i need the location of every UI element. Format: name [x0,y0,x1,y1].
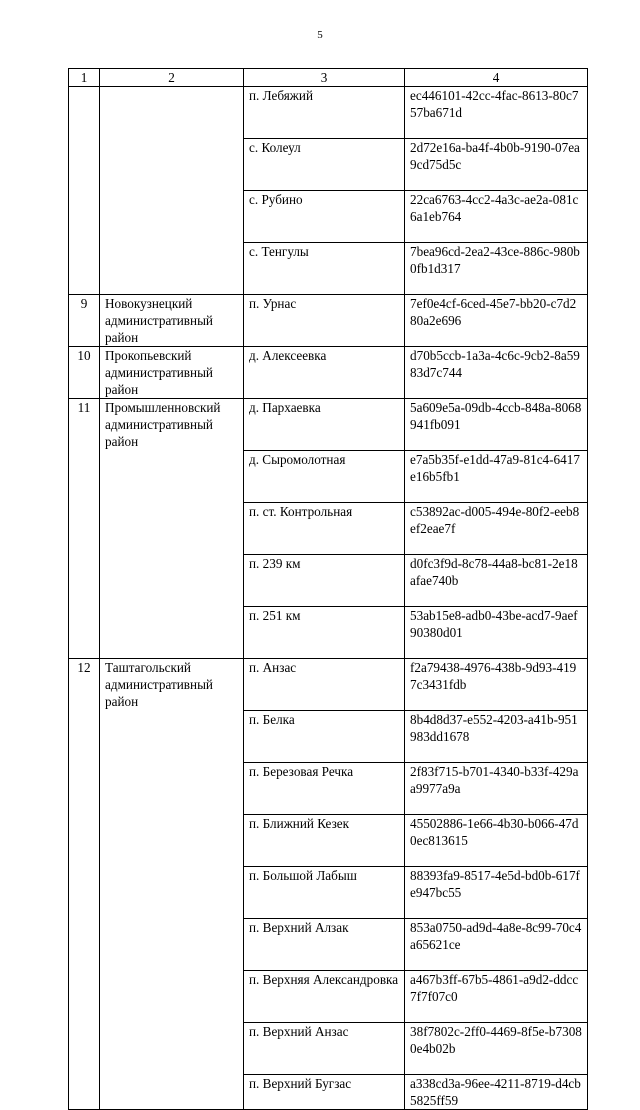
settlement-guid: 88393fa9-8517-4e5d-bd0b-617fe947bc55 [405,867,588,919]
district-number: 12 [69,659,100,1110]
settlement-guid: 2d72e16a-ba4f-4b0b-9190-07ea9cd75d5c [405,139,588,191]
column-header-3: 3 [244,69,405,87]
settlement-name: с. Тенгулы [244,243,405,295]
settlement-guid: 7ef0e4cf-6ced-45e7-bb20-c7d280a2e696 [405,295,588,347]
settlement-guid: d0fc3f9d-8c78-44a8-bc81-2e18afae740b [405,555,588,607]
settlement-name: п. Верхняя Александровка [244,971,405,1023]
table-row [69,399,588,451]
settlement-guid: ec446101-42cc-4fac-8613-80c757ba671d [405,87,588,139]
district-name [100,87,244,295]
page-number: 5 [317,29,323,41]
settlement-guid: a338cd3a-96ee-4211-8719-d4cb5825ff59 [405,1075,588,1110]
settlement-name: п. Ближний Кезек [244,815,405,867]
settlements-table [68,68,588,1110]
settlement-name: п. Верхний Бугзас [244,1075,405,1110]
settlement-name: п. Лебяжий [244,87,405,139]
settlement-guid: 45502886-1e66-4b30-b066-47d0ec813615 [405,815,588,867]
settlement-guid: c53892ac-d005-494e-80f2-eeb8ef2eae7f [405,503,588,555]
settlement-guid: 7bea96cd-2ea2-43ce-886c-980b0fb1d317 [405,243,588,295]
settlement-name: п. ст. Контрольная [244,503,405,555]
table-row [69,295,588,347]
settlement-name: п. Белка [244,711,405,763]
settlement-name: д. Сыромолотная [244,451,405,503]
settlement-name: с. Рубино [244,191,405,243]
column-header-1: 1 [69,69,100,87]
settlement-name: п. 239 км [244,555,405,607]
district-name: Прокопьевский административный район [100,347,244,399]
district-number: 9 [69,295,100,347]
district-number [69,87,100,295]
settlement-name: п. Березовая Речка [244,763,405,815]
column-header-4: 4 [405,69,588,87]
settlement-name: д. Алексеевка [244,347,405,399]
settlement-name: с. Колеул [244,139,405,191]
district-name: Новокузнецкий административный район [100,295,244,347]
settlement-name: п. Верхний Анзас [244,1023,405,1075]
settlement-guid: a467b3ff-67b5-4861-a9d2-ddcc7f7f07c0 [405,971,588,1023]
table-body [69,87,588,1110]
district-name: Таштагольский административный район [100,659,244,1110]
settlement-guid: f2a79438-4976-438b-9d93-4197c3431fdb [405,659,588,711]
settlement-name: д. Пархаевка [244,399,405,451]
settlement-guid: 53ab15e8-adb0-43be-acd7-9aef90380d01 [405,607,588,659]
settlement-name: п. Урнас [244,295,405,347]
settlement-guid: 853a0750-ad9d-4a8e-8c99-70c4a65621ce [405,919,588,971]
district-name: Промышленновский административный район [100,399,244,659]
table-row [69,659,588,711]
settlement-guid: 5a609e5a-09db-4ccb-848a-8068941fb091 [405,399,588,451]
settlement-guid: 22ca6763-4cc2-4a3c-ae2a-081c6a1eb764 [405,191,588,243]
table-row [69,87,588,139]
header-row [69,69,588,87]
settlement-guid: 2f83f715-b701-4340-b33f-429aa9977a9a [405,763,588,815]
settlement-guid: 8b4d8d37-e552-4203-a41b-951983dd1678 [405,711,588,763]
table-row [69,347,588,399]
settlement-name: п. 251 км [244,607,405,659]
settlement-name: п. Анзас [244,659,405,711]
district-number: 10 [69,347,100,399]
district-number: 11 [69,399,100,659]
settlement-guid: d70b5ccb-1a3a-4c6c-9cb2-8a5983d7c744 [405,347,588,399]
settlement-name: п. Большой Лабыш [244,867,405,919]
settlement-name: п. Верхний Алзак [244,919,405,971]
column-header-2: 2 [100,69,244,87]
settlement-guid: 38f7802c-2ff0-4469-8f5e-b73080e4b02b [405,1023,588,1075]
settlement-guid: e7a5b35f-e1dd-47a9-81c4-6417e16b5fb1 [405,451,588,503]
